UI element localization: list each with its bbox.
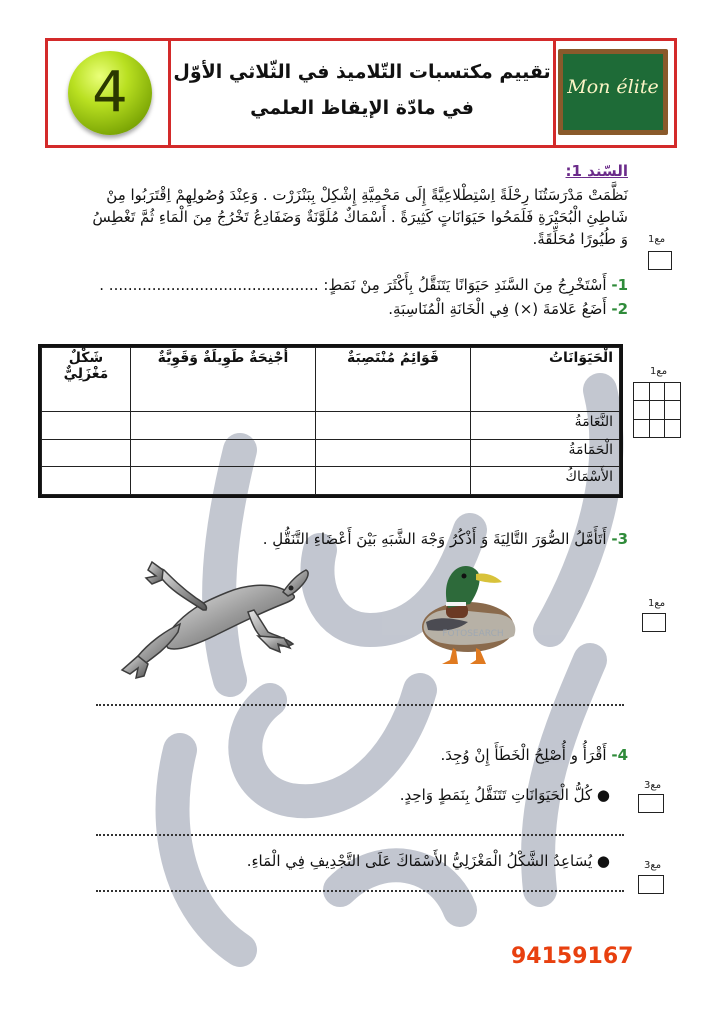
table-cell[interactable] [316,412,471,440]
table-header: الْحَيَوَانَاتُ [471,348,620,412]
score-box-1[interactable] [648,251,672,270]
statement-2 [90,852,610,870]
table-header: شَكْلٌ مَغْزَلِيٌّ [42,348,131,412]
table-row-label: النَّعَامَةُ [471,412,620,440]
page-subtitle: في مادّة الإيقاظ العلمي [250,97,474,119]
statement-2-text: يُسَاعِدُ الشَّكْلُ الْمَغْزَلِيُّ الأَسْمَاكَ عَلَى التَّجْدِيفِ فِي الْمَاءِ. [246,852,593,870]
answer-line-1[interactable] [96,834,624,836]
header-frame [45,38,677,148]
score-label-1: مع1 [648,234,666,245]
chalkboard-logo [558,49,668,135]
answer-line-q3[interactable] [96,704,624,706]
animals-table [38,344,623,498]
score-box-3[interactable] [642,613,666,632]
table-cell[interactable] [131,467,316,495]
question-1-number: 1- [611,276,628,294]
phone-number: 94159167 [511,944,634,969]
question-4 [90,746,628,764]
question-3 [90,530,628,548]
board-text: Mon élite [567,76,659,98]
table-cell[interactable] [42,467,131,495]
statement-1 [90,786,610,804]
question-2-text: أَضَعُ عَلامَةَ (×) فِي الْخَانَةِ الْمُنَاسِبَةِ. [388,300,607,318]
score-box-5[interactable] [638,875,664,894]
frog-icon [108,552,318,684]
table-row-label: الْحَمَامَةُ [471,439,620,467]
answer-line-2[interactable] [96,890,624,892]
badge-number: 4 [92,60,128,125]
sanad-heading: السّند 1: [565,162,628,180]
score-grid[interactable] [633,382,681,438]
table-row [42,439,620,467]
bullet-icon: ● [592,852,610,870]
score-label-3: مع1 [648,598,666,609]
question-4-text: أَقْرَأُ و أُصْلِحُ الْخَطَأَ إِنْ وُجِدَ. [440,746,607,764]
duck-watermark-text: FOTOSEARCH [442,629,504,639]
table-header: قَوَائِمُ مُنْتَصِبَةٌ [316,348,471,412]
score-box-4[interactable] [638,794,664,813]
table-cell[interactable] [131,439,316,467]
page-title: تقييم مكتسبات التّلاميذ في الثّلاثي الأوّل [173,61,551,83]
sanad-paragraph: نَظَّمَتْ مَدْرَسَتُنَا رِحْلَةً اِسْتِطْلاعِيَّةً إِلَى مَحْمِيَّةِ إِشْكِلْ بِبَنْزَرْت . وَعِنْدَ وُصُولِهِمْ اِقْتَرَبُوا مِنْ شَاطِئِ الْبُحَيْرَةِ فَلَمَحُوا حَيَوَانَاتٍ كَثِيرَةً . أَسْمَاكٌ مُلَوَّنَةٌ وَضَفَادِعُ تَخْرُجُ مِنَ الْمَاءِ ثُمَّ تَغْطِسُ وَ طُيُورًا مُحَلِّقَةً. [92,186,628,248]
table-row [42,412,620,440]
table-cell[interactable] [316,467,471,495]
question-3-text: أَتَأَمَّلُ الصُّوَرَ التَّالِيَةَ وَ أَذْكُرُ وَجْهَ الشَّبَهِ بَيْنَ أَعْضَاءِ التَّنَقُّلِ . [262,530,607,548]
table-cell[interactable] [316,439,471,467]
question-4-number: 4- [611,746,628,764]
table-header: أَجْنِحَةٌ طَوِيلَةٌ وَقَوِيَّةٌ [131,348,316,412]
question-1 [90,276,628,294]
question-2-number: 2- [611,300,628,318]
statement-1-text: كُلُّ الْحَيَوَانَاتِ تَتَنَقَّلُ بِنَمَطٍ وَاحِدٍ. [399,786,593,804]
title-box [168,41,556,145]
score-label-4: مع3 [644,780,662,791]
score-label-5: مع3 [644,860,662,871]
question-2 [90,300,628,318]
number-badge [68,51,152,135]
duck-icon [398,552,548,672]
table-cell[interactable] [42,439,131,467]
table-cell[interactable] [42,412,131,440]
score-label-2: مع1 [650,366,668,377]
table-row-label: الأَسْمَاكُ [471,467,620,495]
table-cell[interactable] [131,412,316,440]
question-3-number: 3- [611,530,628,548]
table-row [42,467,620,495]
question-1-text: أَسْتَخْرِجُ مِنَ السَّنَدِ حَيَوَانًا يَتَنَقَّلُ بِأَكْثَرَ مِنْ نَمَطٍ: ............................................ . [99,276,607,294]
bullet-icon: ● [592,786,610,804]
